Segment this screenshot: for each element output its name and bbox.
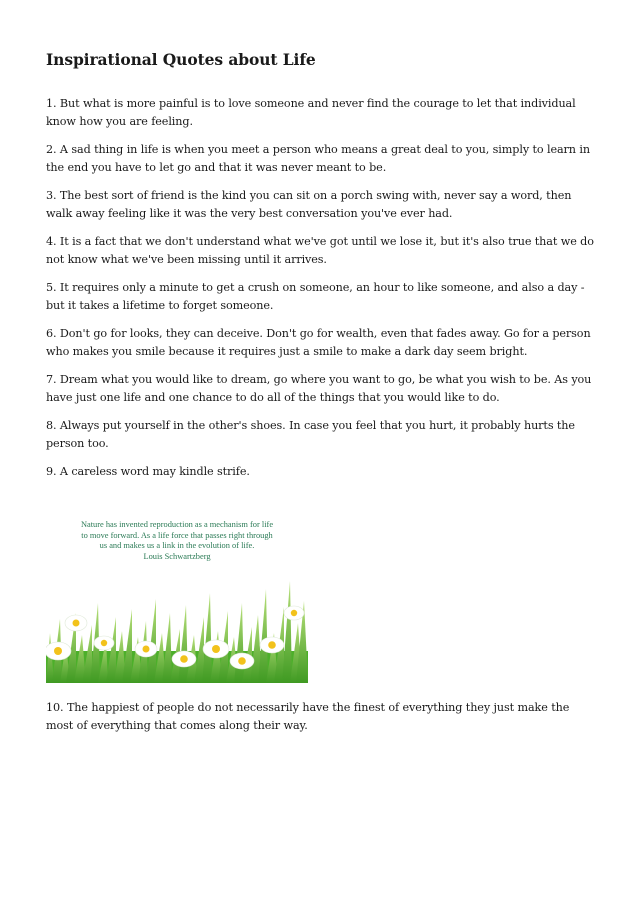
- quote-1: 1. But what is more painful is to love someone and never find the courage to let that individual know how you are feeling.: [46, 97, 576, 128]
- quote-10: 10. The happiest of people do not necessarily have the finest of everything they just make the most of everything that comes along their way.: [46, 701, 570, 732]
- daisy-icon: [65, 615, 87, 631]
- daisy-icon: [46, 642, 71, 660]
- daisy-icon: [135, 641, 157, 657]
- daisy-grass-illustration: [46, 573, 308, 683]
- quote-2: 2. A sad thing in life is when you meet a person who means a great deal to you, simply to learn in the end you have to let go and that it was never meant to be.: [46, 143, 590, 174]
- image-quote-line: us and makes us a link in the evolution of life.: [99, 541, 255, 550]
- quote-6: 6. Don't go for looks, they can deceive. Don't go for wealth, even that fades away. Go for a person who makes you smile because it requires just a smile to make a dark day seem bright.: [46, 327, 591, 358]
- quote-3: 3. The best sort of friend is the kind you can sit on a porch swing with, never say a word, then walk away feeling like it was the very best conversation you've ever had.: [46, 189, 572, 220]
- image-quote-author: Louis Schwartzberg: [143, 551, 211, 561]
- quote-4: 4. It is a fact that we don't understand what we've got until we lose it, but it's also true that we do not know what we've been missing until it arrives.: [46, 235, 594, 266]
- nature-quote-image: [46, 511, 308, 683]
- quote-9: 9. A careless word may kindle strife.: [46, 465, 250, 478]
- image-quote-text: [46, 520, 308, 562]
- image-quote-line: to move forward. As a life force that passes right through: [81, 530, 273, 540]
- daisy-icon: [260, 637, 284, 653]
- page-title: Inspirational Quotes about Life: [46, 50, 316, 69]
- daisy-icon: [284, 606, 304, 620]
- quote-5: 5. It requires only a minute to get a crush on someone, an hour to like someone, and also a day -but it takes a lifetime to forget someone.: [46, 281, 585, 312]
- document-page: [46, 48, 594, 745]
- grass-blades: [46, 581, 308, 683]
- daisy-icon: [203, 640, 229, 658]
- daisy-icon: [94, 636, 114, 650]
- daisy-icon: [172, 651, 196, 667]
- image-quote-line: Nature has invented reproduction as a mechanism for life: [80, 520, 274, 529]
- quote-8: 8. Always put yourself in the other's shoes. In case you feel that you hurt, it probably hurts the person too.: [46, 419, 575, 450]
- daisy-icon: [230, 653, 254, 669]
- quote-7: 7. Dream what you would like to dream, go where you want to go, be what you wish to be. As you have just one life and one chance to do all of the things that you would like to do.: [46, 373, 592, 404]
